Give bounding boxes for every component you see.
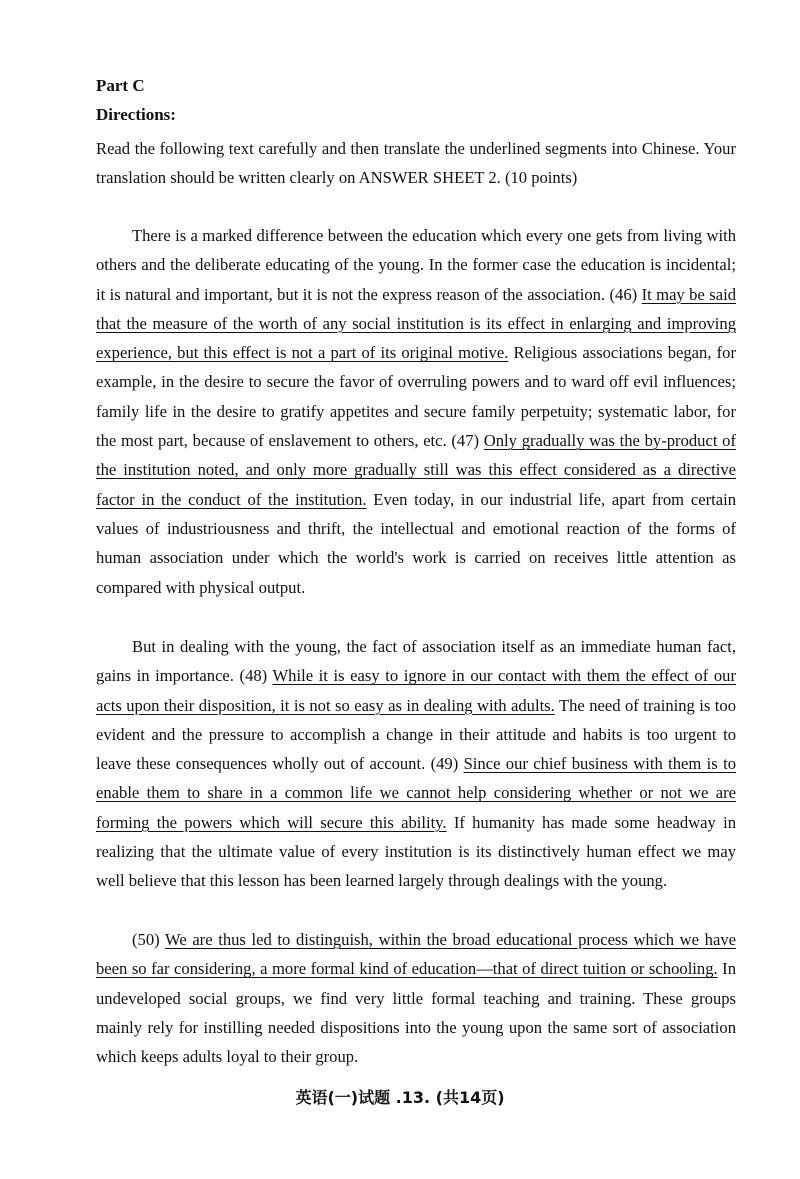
- underlined-segment-49: Since our chief business with them is to enable them to share in a common life we cannot help considering whether or not we are forming the powers which will secure this ability.: [96, 754, 736, 832]
- passage-paragraph-1: [96, 221, 736, 602]
- underlined-segment-47: Only gradually was the by-product of the institution noted, and only more gradually still was this effect considered as a directive factor in the conduct of the institution.: [96, 431, 736, 509]
- page-footer: 英语(一)试题 .13. (共14页): [295, 1088, 505, 1107]
- underlined-segment-50: We are thus led to distinguish, within the broad educational process which we have been so far considering, a more formal kind of education—that of direct tuition or schooling.: [96, 930, 736, 979]
- underlined-segment-46: It may be said that the measure of the worth of any social institution is its effect in enlarging and improving experience, but this effect is not a part of its original motive.: [96, 284, 736, 363]
- part-title: Part C: [96, 76, 145, 95]
- paragraph-text: But in dealing with the young, the fact of association itself as an immediate human fact, gains in importance. (48): [96, 637, 736, 686]
- paragraph-text: In undeveloped social groups, we find very little formal teaching and training. These groups mainly rely for instilling needed dispositions into the young upon the same sort of association which keeps adults loyal to their group.: [96, 959, 736, 1067]
- underlined-segment-48: While it is easy to ignore in our contact with them the effect of our acts upon their disposition, it is not so easy as in dealing with adults.: [96, 666, 736, 715]
- paragraph-text: (50): [132, 930, 165, 949]
- directions-title: Directions:: [96, 105, 176, 124]
- paragraph-text: The need of training is too evident and the pressure to accomplish a change in their attitude and habits is too urgent to leave these consequences wholly out of account. (49): [96, 695, 737, 774]
- paragraph-text: If humanity has made some headway in realizing that the ultimate value of every institution is its distinctively human effect we may well believe that this lesson has been learned largely through dealings with the young.: [96, 812, 736, 891]
- paragraph-text: Religious associations began, for example, in the desire to secure the favor of overruling powers and to ward off evil influences; family life in the desire to gratify appetites and secure family perpetuity; systematic labor, for the most part, because of enslavement to others, etc. (47): [96, 343, 737, 451]
- passage-paragraph-2: [96, 632, 736, 896]
- passage-paragraph-3: [96, 925, 736, 1071]
- paragraph-text: Even today, in our industrial life, apart from certain values of industriousness and thrift, the intellectual and emotional reaction of the forms of human association under which the world's work is carried on receives little attention as compared with physical output.: [96, 489, 736, 597]
- directions-text: Read the following text carefully and then translate the underlined segments into Chinese. Your translation should be written clearly on ANSWER SHEET 2. (10 points): [96, 139, 736, 188]
- paragraph-text: There is a marked difference between the education which every one gets from living with others and the deliberate educating of the young. In the former case the education is incidental; it is natural and important, but it is not the express reason of the association. (46): [96, 226, 736, 304]
